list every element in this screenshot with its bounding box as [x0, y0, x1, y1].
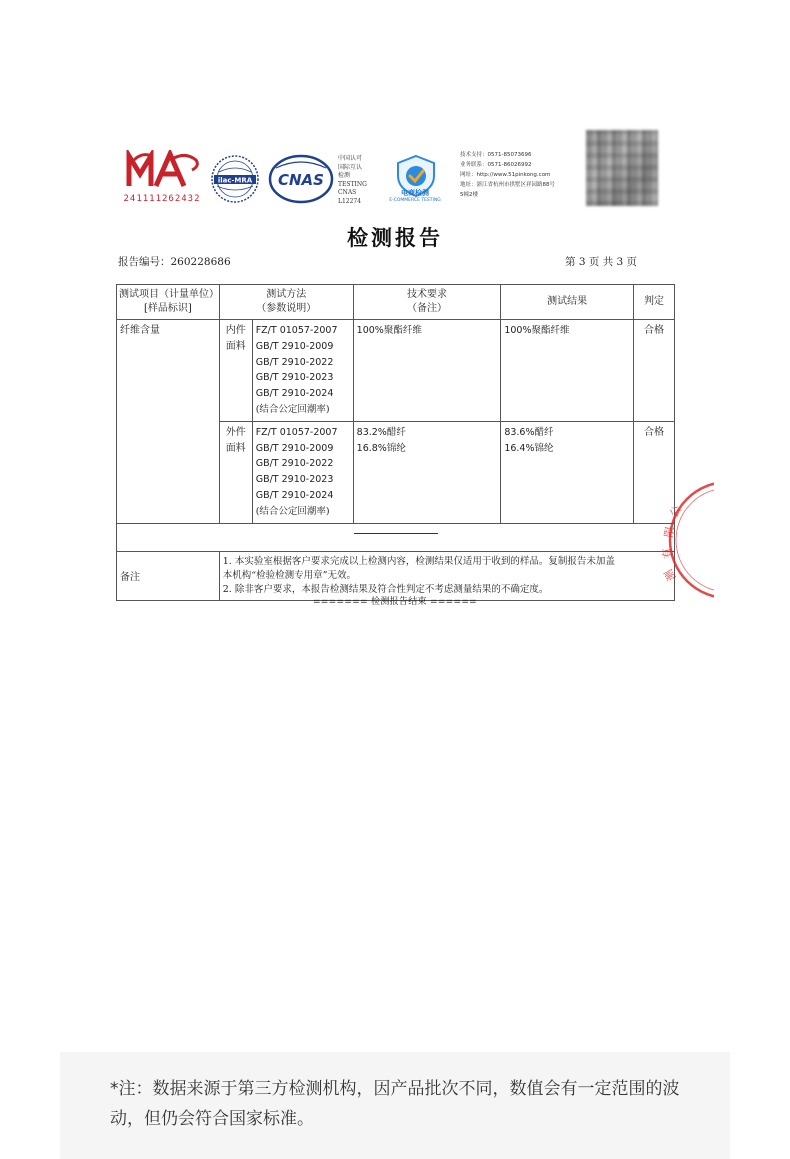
svg-text:有: 有	[660, 546, 675, 560]
official-seal-stamp	[654, 470, 714, 600]
header-verdict: 判定	[634, 285, 675, 320]
note-line: 1. 本实验室根据客户要求完成以上检测内容，检测结果仅适用于收到的样品。复制报告未加盖	[222, 555, 615, 567]
requirement-cell	[353, 421, 501, 523]
header-method-line: 测试方法	[266, 289, 307, 300]
cma-logo	[120, 150, 204, 212]
part-label: 内件	[225, 325, 246, 336]
method-standard: GB/T 2910-2023	[255, 372, 334, 384]
cnas-text-line: TESTING	[338, 180, 367, 188]
note-line: 本机构“检验检测专用章”无效。	[222, 569, 356, 581]
footer-disclaimer	[60, 1052, 730, 1159]
method-note: (结合公定回潮率)	[255, 505, 330, 517]
contact-line: 技术支持：0571-85073696	[460, 152, 532, 158]
header-result: 测试结果	[501, 285, 634, 320]
part-cell	[219, 421, 252, 523]
method-standard: GB/T 2910-2009	[255, 340, 334, 352]
svg-text:限: 限	[662, 525, 677, 539]
cnas-text-line: CNAS L12274	[338, 189, 362, 205]
cnas-certificate-text	[338, 155, 378, 206]
verdict-cell: 合格	[634, 421, 675, 523]
table-header-row	[117, 285, 675, 320]
part-label: 面料	[225, 442, 246, 454]
cnas-text-line: 检测	[338, 172, 351, 179]
method-standard: FZ/T 01057-2007	[255, 325, 338, 336]
header-item-line: [样品标识]	[143, 303, 192, 314]
cma-logo-mark	[126, 150, 200, 190]
header-method	[219, 285, 353, 320]
requirement-value: 16.8%锦纶	[356, 442, 406, 454]
method-standard: FZ/T 01057-2007	[255, 426, 338, 438]
contact-line: 5幢2楼	[460, 192, 478, 198]
header-requirement-line: （备注）	[406, 303, 447, 314]
header-requirement-line: 技术要求	[406, 289, 447, 300]
part-cell	[219, 320, 252, 422]
result-cell	[501, 421, 634, 523]
svg-text:公: 公	[667, 503, 685, 520]
method-standard: GB/T 2910-2024	[255, 489, 334, 501]
ecommerce-label-en: E-COMMERCE TESTING	[389, 198, 441, 203]
result-value: 100%聚酯纤维	[504, 325, 570, 336]
verdict-cell: 合格	[634, 320, 675, 422]
method-standard: GB/T 2910-2024	[255, 388, 334, 400]
page-indicator: 第 3 页 共 3 页	[565, 256, 638, 268]
report-title: 检测报告	[347, 226, 443, 250]
method-cell	[252, 421, 353, 523]
header-requirement	[353, 285, 501, 320]
requirement-cell	[353, 320, 501, 422]
footer-disclaimer-text: *注：数据来源于第三方检测机构，因产品批次不同，数值会有一定范围的波动，但仍会符合国家标准。	[110, 1079, 680, 1129]
accreditation-header	[120, 128, 680, 210]
requirement-value: 100%聚酯纤维	[356, 325, 422, 336]
method-standard: GB/T 2910-2023	[255, 474, 334, 486]
header-item	[117, 285, 220, 320]
svg-text:CNAS: CNAS	[278, 171, 324, 189]
ilac-mra-logo	[210, 154, 260, 204]
cnas-logo	[268, 154, 334, 204]
svg-text:测: 测	[661, 566, 679, 583]
method-standard: GB/T 2910-2022	[255, 356, 334, 368]
cnas-text-line: 国际互认	[338, 163, 363, 171]
separator-cell	[117, 523, 675, 551]
result-value: 16.4%锦纶	[504, 442, 554, 454]
method-note: (结合公定回潮率)	[255, 403, 330, 415]
notes-cell	[219, 551, 674, 600]
report-end-marker: ======= 检测报告结束 ======	[312, 597, 478, 607]
part-label: 外件	[225, 426, 246, 438]
cma-number: 241111262432	[123, 194, 201, 204]
svg-text:ilac-MRA: ilac-MRA	[217, 176, 253, 185]
contact-info	[460, 150, 590, 200]
report-number: 报告编号：260228686	[118, 256, 231, 268]
result-value: 83.6%醋纤	[504, 426, 554, 438]
contact-line: 网址：http://www.51pinkong.com	[460, 172, 551, 178]
header-item-line: 测试项目（计量单位）	[119, 289, 219, 300]
ecommerce-label-cn: 电商检测	[401, 189, 429, 197]
part-label: 面料	[225, 341, 246, 352]
method-standard: GB/T 2910-2022	[255, 458, 334, 470]
method-standard: GB/T 2910-2009	[255, 442, 334, 454]
note-line: 2. 除非客户要求，本报告检测结果及符合性判定不考虑测量结果的不确定度。	[222, 583, 549, 595]
table-separator-row	[117, 523, 675, 551]
blurred-qr-code	[586, 130, 658, 206]
contact-line: 业务联系：0571-86026992	[460, 162, 532, 168]
requirement-value: 83.2%醋纤	[356, 426, 406, 438]
separator-line	[354, 533, 438, 534]
test-results-table	[116, 284, 675, 601]
table-row	[117, 320, 675, 422]
header-method-line: （参数说明）	[256, 303, 317, 314]
contact-line: 地址：浙江省杭州市拱墅区祥园路88号	[460, 182, 555, 188]
item-name-cell: 纤维含量	[117, 320, 220, 524]
notes-row	[117, 551, 675, 600]
result-cell	[501, 320, 634, 422]
ecommerce-testing-label	[382, 188, 448, 203]
method-cell	[252, 320, 353, 422]
notes-label: 备注	[117, 551, 220, 600]
cnas-text-line: 中国认可	[338, 155, 363, 162]
